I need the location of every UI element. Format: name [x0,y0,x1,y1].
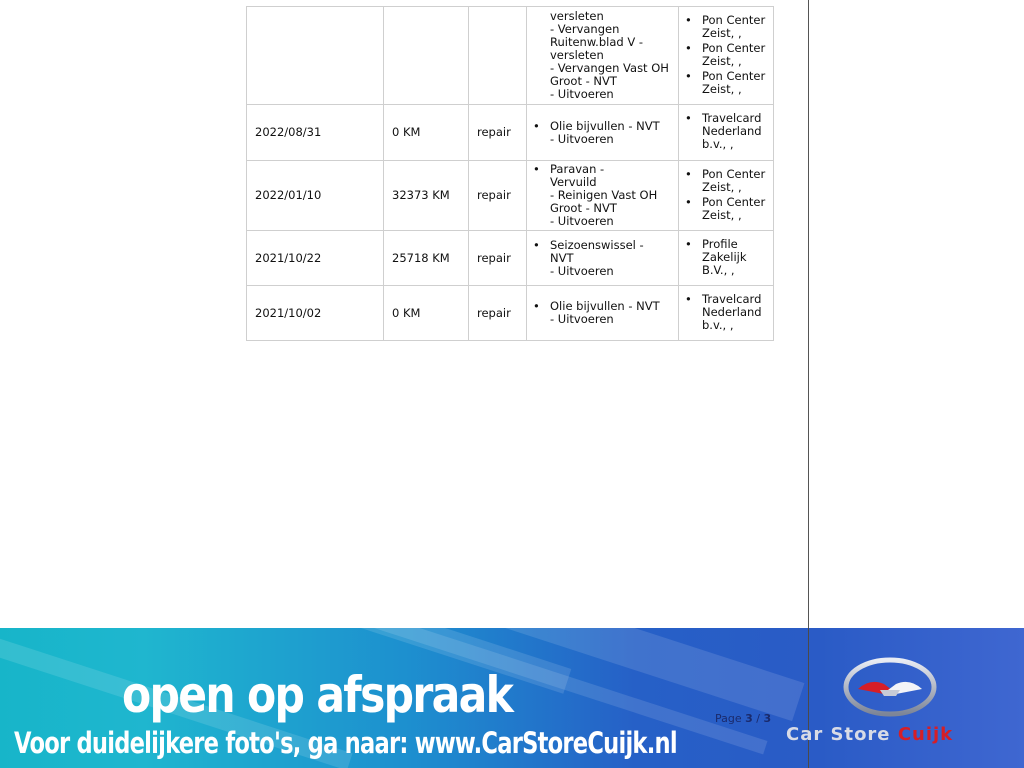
location-line-text: Travelcard [702,291,762,306]
headline-text: open op afspraak [122,666,513,724]
work-description-cell [527,286,679,341]
table-row [247,105,774,161]
work-line-text: Vervuild [550,175,597,189]
date-cell [247,7,384,105]
service-location-cell [679,286,774,341]
work-line-text: - Uitvoeren [550,87,614,101]
page-indicator [715,712,771,725]
page-total: 3 [763,712,772,725]
location-line-text: Zeist, , [702,179,742,194]
work-line-text: - Vervangen [550,22,620,36]
service-location-cell [679,161,774,231]
bullet-icon: • [685,236,692,251]
location-item [685,70,769,96]
location-line-text: Nederland [702,124,762,138]
table-row [247,7,774,105]
service-type-cell: repair [469,286,527,341]
work-line-text: - Uitvoeren [550,131,614,146]
location-item [685,293,769,332]
date-cell: 2022/08/31 [247,105,384,161]
mileage-cell: 0 KM [384,286,469,341]
bullet-icon: • [685,40,692,55]
website-callout-text: Voor duidelijkere foto's, ga naar: www.CarStoreCuijk.nl [14,726,677,760]
work-line-text: Groot - NVT [550,74,617,88]
work-line-text: Olie bijvullen - NVT [550,299,660,313]
location-item [685,238,769,277]
bullet-icon: • [685,12,692,27]
work-line-text: Olie bijvullen - NVT [550,118,660,133]
table-row [247,286,774,341]
service-location-cell [679,105,774,161]
date-cell: 2022/01/10 [247,161,384,231]
service-type-cell: repair [469,231,527,286]
location-line-text: Nederland [702,304,762,319]
work-description-cell [527,105,679,161]
work-line-text: - Uitvoeren [550,312,614,326]
work-line-text: - Reinigen Vast OH [550,188,658,202]
work-line-text: - Uitvoeren [550,263,614,278]
date-cell: 2021/10/22 [247,231,384,286]
location-line-text: Zeist, , [702,207,742,222]
table-row [247,161,774,231]
location-item [685,14,769,40]
brand-name-accent: Cuijk [897,724,954,745]
page-separator: / [756,712,761,725]
bullet-icon: • [685,68,692,83]
location-line-text: Pon Center [702,12,766,27]
work-line-text: - Uitvoeren [550,214,614,228]
location-line-text: Zeist, , [702,81,742,96]
mileage-cell [384,7,469,105]
bullet-icon: • [685,166,692,181]
bullet-icon: • [685,291,692,306]
promo-footer-banner [0,628,1024,768]
service-location-cell [679,231,774,286]
service-type-cell: repair [469,161,527,231]
location-line-text: b.v., , [702,137,734,151]
location-line-text: Zeist, , [702,53,742,68]
location-line-text: Zakelijk [702,249,747,264]
work-line-text: Seizoenswissel - [550,237,644,252]
work-line-text: NVT [550,250,574,265]
work-description-cell [527,231,679,286]
service-location-cell [679,7,774,105]
bullet-icon: • [533,118,540,133]
table-row [247,231,774,286]
work-line-text: - Vervangen Vast OH [550,61,669,75]
bullet-icon: • [685,111,692,125]
work-line-text: Paravan - [550,162,605,176]
location-line-text: b.v., , [702,317,734,332]
bullet-icon: • [533,237,540,252]
mileage-cell: 0 KM [384,105,469,161]
work-line-text: versleten [550,9,604,23]
location-line-text: Pon Center [702,166,766,181]
work-description-cell [527,7,679,105]
mileage-cell: 32373 KM [384,161,469,231]
footer-divider [808,628,809,768]
location-item [685,196,769,222]
location-line-text: Travelcard [702,111,762,125]
brand-name-primary: Car Store [786,724,891,745]
work-line-text: Ruitenw.blad V - [550,35,644,49]
work-line-text: Groot - NVT [550,201,617,215]
maintenance-history-table [246,6,774,341]
location-line-text: Zeist, , [702,25,742,40]
handshake-ring-icon [840,656,940,718]
bullet-icon: • [533,162,540,176]
location-item [685,112,769,151]
location-line-text: B.V., , [702,262,735,277]
mileage-cell: 25718 KM [384,231,469,286]
work-line-text: versleten [550,48,604,62]
brand-logo-text [786,724,953,745]
service-type-cell: repair [469,105,527,161]
service-type-cell [469,7,527,105]
location-line-text: Pon Center [702,40,766,55]
location-item [685,42,769,68]
bullet-icon: • [685,194,692,209]
location-line-text: Pon Center [702,194,766,209]
page-label: Page [715,712,742,725]
location-line-text: Pon Center [702,68,766,83]
date-cell: 2021/10/02 [247,286,384,341]
bullet-icon: • [533,299,540,313]
page-current: 3 [745,712,753,725]
work-description-cell [527,161,679,231]
location-item [685,168,769,194]
location-line-text: Profile [702,236,738,251]
